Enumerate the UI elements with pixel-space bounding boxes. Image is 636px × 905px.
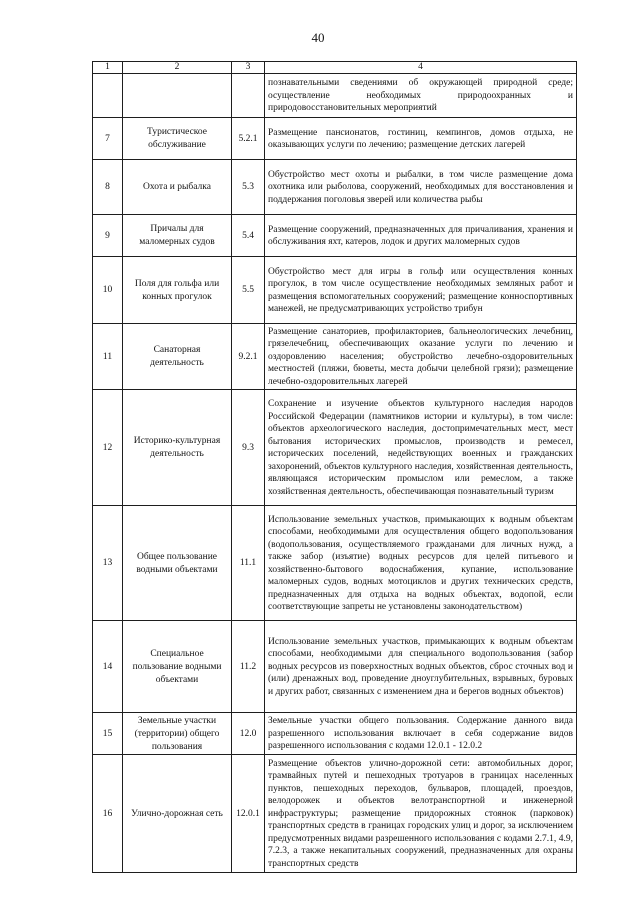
use-type-code: 11.2 (232, 621, 265, 713)
table-row (93, 755, 577, 873)
use-type-name: Земельные участки (территории) общего пользования (123, 713, 232, 755)
row-number: 11 (93, 324, 123, 390)
row-number (93, 74, 123, 118)
use-type-code: 5.2.1 (232, 118, 265, 160)
use-type-description: Размещение сооружений, предназначенных для причаливания, хранения и обслуживания яхт, катеров, лодок и других маломерных судов (265, 215, 577, 257)
use-type-name: Причалы для маломерных судов (123, 215, 232, 257)
use-type-description: Размещение пансионатов, гостиниц, кемпингов, домов отдыха, не оказывающих услуги по лечению; размещение детских лагерей (265, 118, 577, 160)
use-type-name: Общее пользование водными объектами (123, 506, 232, 621)
table-row (93, 621, 577, 713)
use-type-description: Обустройство мест охоты и рыбалки, в том числе размещение дома охотника или рыболова, сооружений, необходимых для восстановления и поддержания поголовья зверей или количества рыбы (265, 160, 577, 215)
table-row (93, 160, 577, 215)
row-number: 12 (93, 390, 123, 506)
use-type-description: Размещение объектов улично-дорожной сети: автомобильных дорог, трамвайных путей и пешеходных тротуаров в границах населенных пунктов, пешеходных переходов, бульваров, площадей, проездов, велодорожек и объектов велотранспортной и инженерной инфраструктуры; размещение придорожных стоянок (парковок) транспортных средств в границах городских улиц и дорог, за исключением предусмотренных видами разрешенного использования с кодами 2.7.1, 4.9, 7.2.3, а также некапитальных сооружений, предназначенных для охраны транспортных средств (265, 755, 577, 873)
row-number: 8 (93, 160, 123, 215)
use-type-name (123, 74, 232, 118)
use-type-description: Обустройство мест для игры в гольф или осуществления конных прогулок, в том числе осуществление необходимых земляных работ и размещения вспомогательных сооружений; размещение конноспортивных манежей, не предусматривающих устройство трибун (265, 257, 577, 324)
row-number: 9 (93, 215, 123, 257)
use-type-description: Земельные участки общего пользования. Содержание данного вида разрешенного использования включает в себя содержание видов разрешенного использования с кодами 12.0.1 - 12.0.2 (265, 713, 577, 755)
use-type-code: 5.4 (232, 215, 265, 257)
use-type-code: 12.0.1 (232, 755, 265, 873)
table-row (93, 215, 577, 257)
header-col-2: 2 (123, 62, 232, 74)
row-number: 15 (93, 713, 123, 755)
use-type-description: Сохранение и изучение объектов культурного наследия народов Российской Федерации (памятников истории и культуры), в том числе: объектов археологического наследия, достопримечательных мест, мест бытования исторических промыслов, производств и ремесел, исторических поселений, недействующих военных и гражданских захоронений, объектов культурного наследия, хозяйственная деятельность, являющаяся историческим промыслом или ремеслом, а также хозяйственная деятельность, обеспечивающая познавательный туризм (265, 390, 577, 506)
table-row (93, 506, 577, 621)
header-col-3: 3 (232, 62, 265, 74)
use-type-code: 5.3 (232, 160, 265, 215)
row-number: 14 (93, 621, 123, 713)
use-type-name: Санаторная деятельность (123, 324, 232, 390)
use-type-description: Использование земельных участков, примыкающих к водным объектам способами, необходимыми для осуществления общего водопользования (водопользования, осуществляемого гражданами для личных нужд, а также забор (изъятие) водных ресурсов для целей питьевого и хозяйственно-бытового водоснабжения, купание, использование маломерных судов, водных мотоциклов и других технических средств, предназначенных для отдыха на водных объектах, водопой, если соответствующие запреты не установлены законодательством) (265, 506, 577, 621)
row-number: 7 (93, 118, 123, 160)
row-number: 16 (93, 755, 123, 873)
table-row (93, 257, 577, 324)
use-type-code: 5.5 (232, 257, 265, 324)
use-type-code: 11.1 (232, 506, 265, 621)
use-type-code: 9.3 (232, 390, 265, 506)
use-type-name: Историко-культурная деятельность (123, 390, 232, 506)
use-type-name: Поля для гольфа или конных прогулок (123, 257, 232, 324)
table-header-row (93, 62, 577, 74)
use-type-description: Использование земельных участков, примыкающих к водным объектам способами, необходимыми для специального водопользования (забор водных ресурсов из поверхностных водных объектов, сброс сточных вод и (или) дренажных вод, проведение дноуглубительных, взрывных, буровых и других работ, связанных с изменением дна и берегов водных объектов) (265, 621, 577, 713)
table-row (93, 324, 577, 390)
use-type-code: 12.0 (232, 713, 265, 755)
use-type-description: Размещение санаториев, профилакториев, бальнеологических лечебниц, грязелечебниц, обеспечивающих оказание услуги по лечению и оздоровлению населения; обустройство лечебно-оздоровительных местностей (пляжи, бюветы, места добычи целебной грязи); размещение лечебно-оздоровительных лагерей (265, 324, 577, 390)
use-type-description: познавательными сведениями об окружающей природной среде; осуществление необходимых природоохранных и природовосстановительных мероприятий (265, 74, 577, 118)
table-row (93, 390, 577, 506)
use-type-name: Охота и рыбалка (123, 160, 232, 215)
table-row (93, 713, 577, 755)
header-col-4: 4 (265, 62, 577, 74)
use-type-name: Специальное пользование водными объектами (123, 621, 232, 713)
land-use-table (92, 61, 577, 873)
use-type-code: 9.2.1 (232, 324, 265, 390)
use-type-code (232, 74, 265, 118)
page-number: 40 (311, 30, 325, 45)
table-row (93, 74, 577, 118)
use-type-name: Туристическое обслуживание (123, 118, 232, 160)
use-type-name: Улично-дорожная сеть (123, 755, 232, 873)
header-col-1: 1 (93, 62, 123, 74)
row-number: 10 (93, 257, 123, 324)
table-row (93, 118, 577, 160)
row-number: 13 (93, 506, 123, 621)
